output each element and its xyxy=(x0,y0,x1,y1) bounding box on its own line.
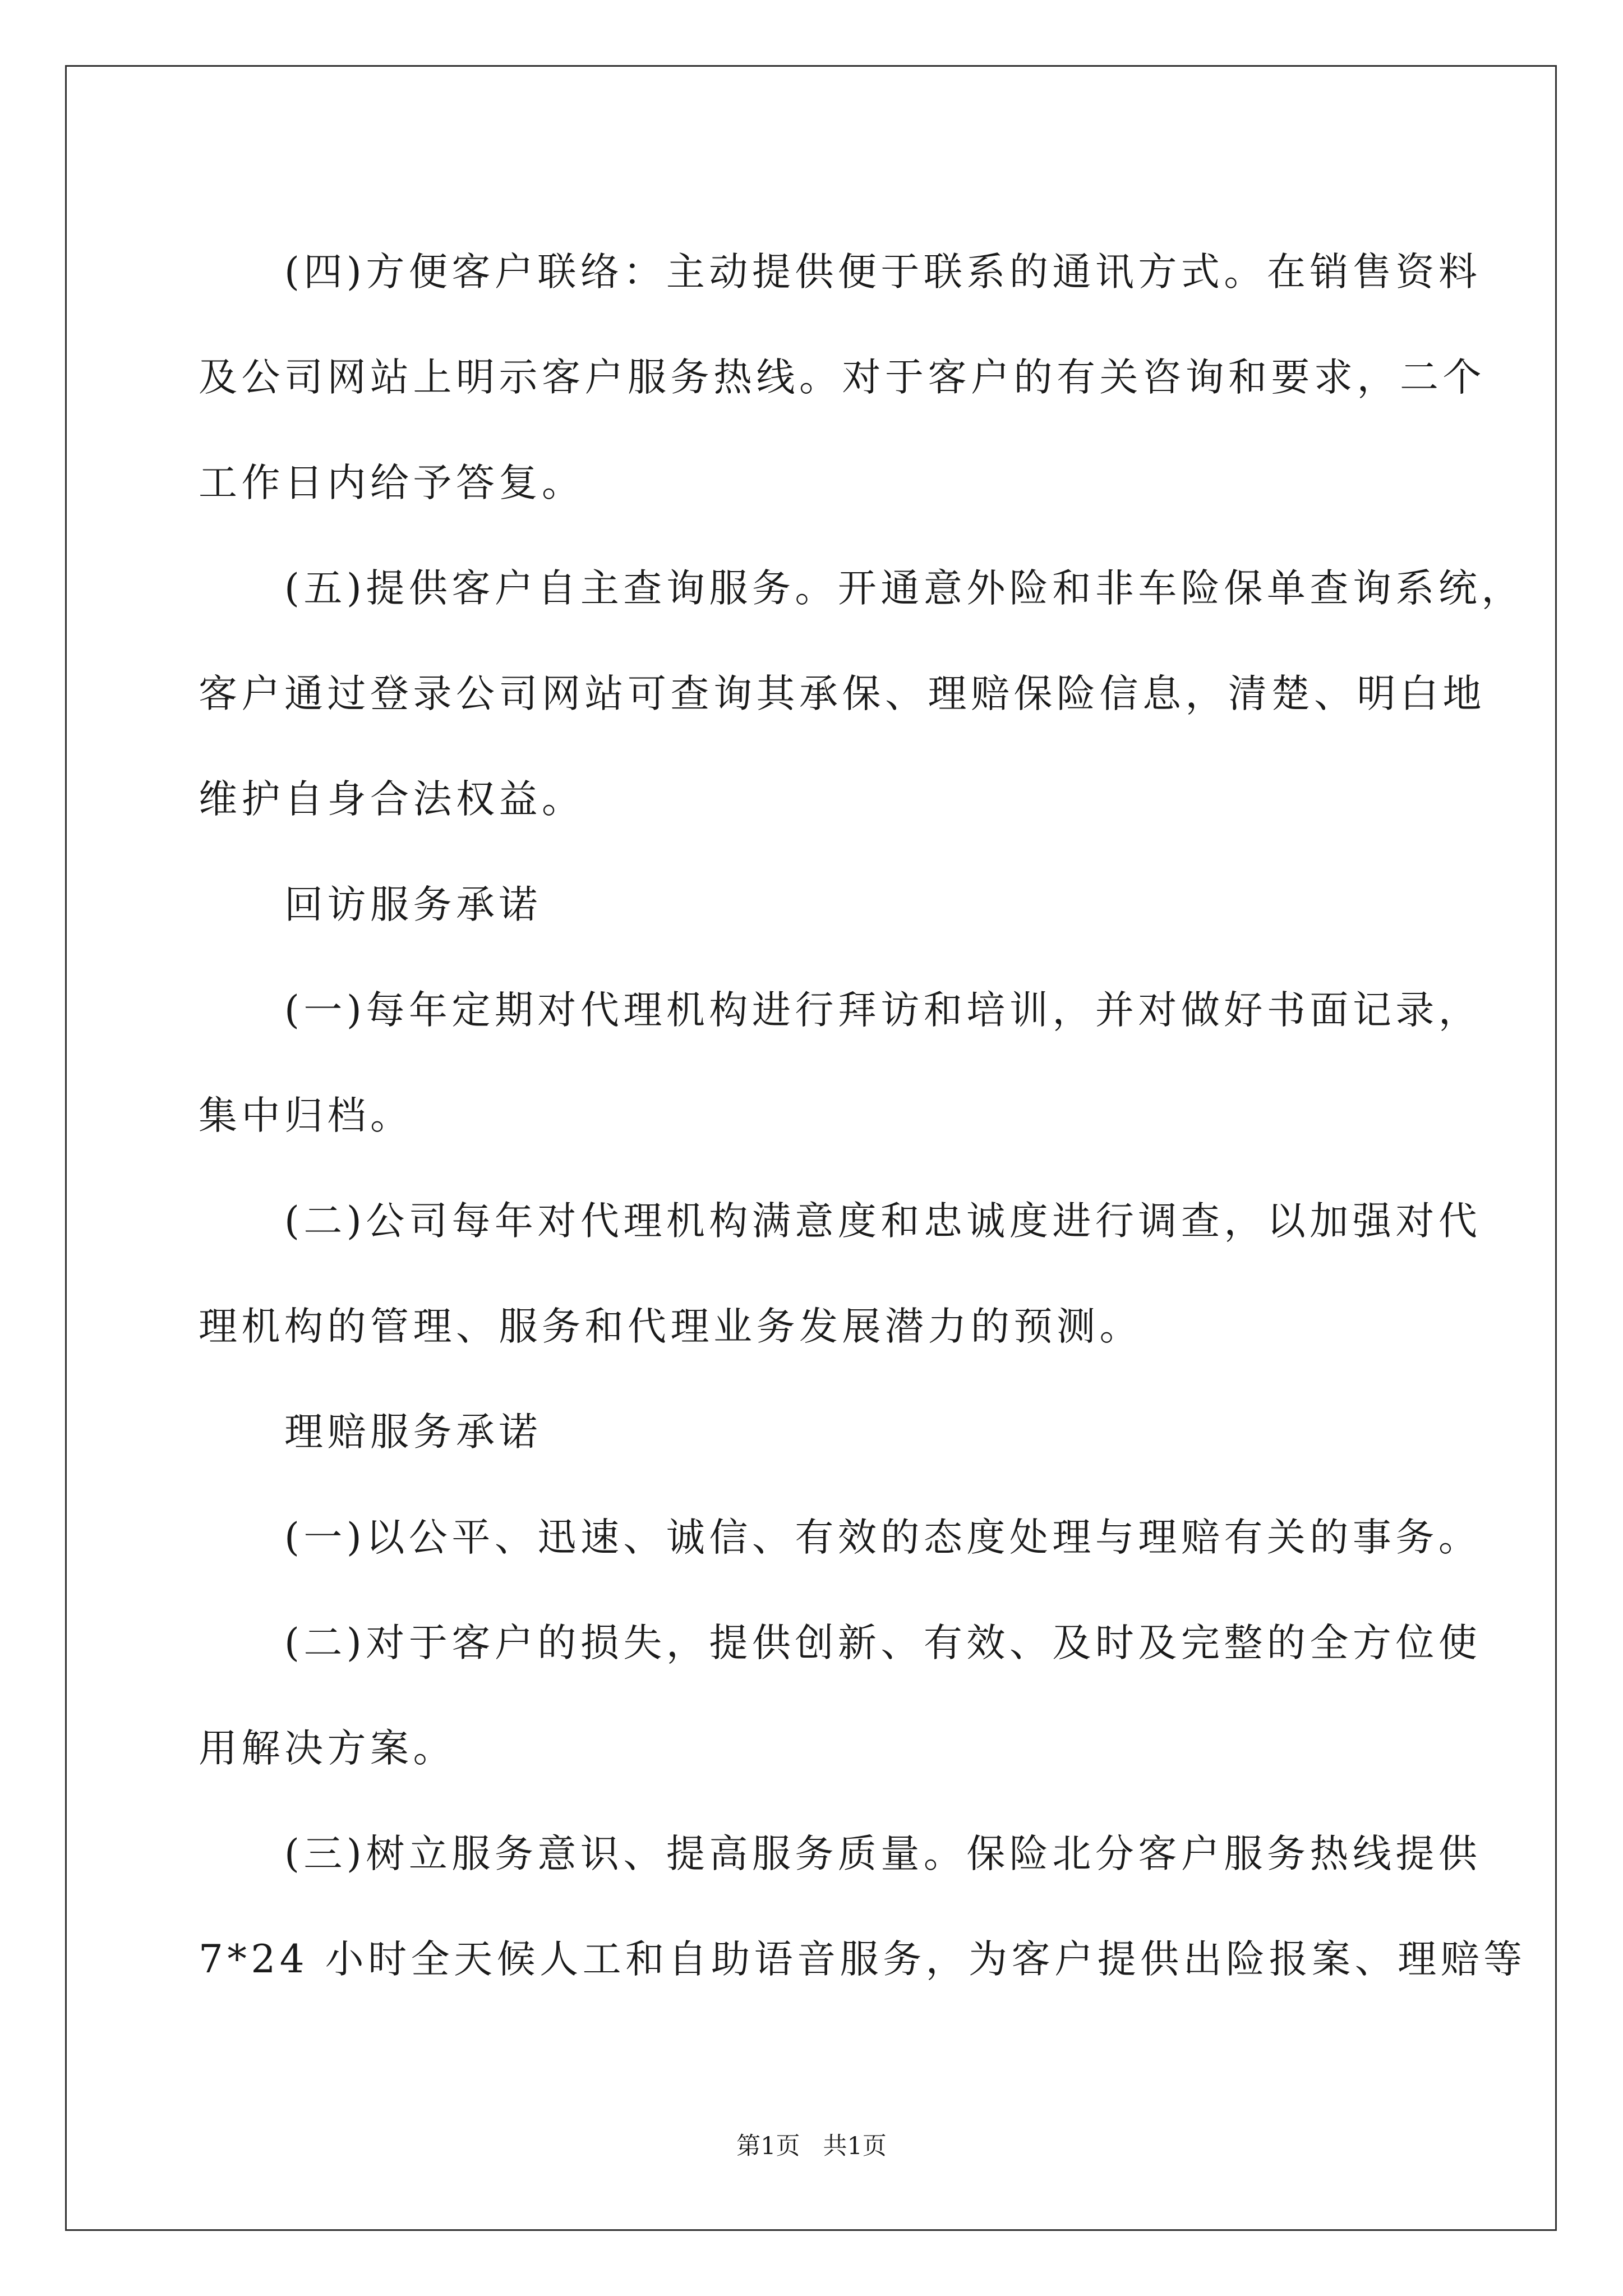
paragraph-self-query xyxy=(199,536,1524,852)
text-line: (二)公司每年对代理机构满意度和忠诚度进行调查，以加强对代 xyxy=(284,1199,1482,1244)
page-number: 第1页 xyxy=(736,2132,800,2160)
paragraph-fair-claims xyxy=(199,1485,1482,1590)
heading-text: 理赔服务承诺 xyxy=(284,1410,542,1455)
text-line: (四)方便客户联络：主动提供便于联系的通讯方式。在销售资料 xyxy=(284,250,1482,295)
text-line: (三)树立服务意识、提高服务质量。保险北分客户服务热线提供 xyxy=(284,1832,1482,1876)
text-line: (五)提供客户自主查询服务。开通意外险和非车险保单查询系统， xyxy=(284,566,1524,611)
text-line: (一)以公平、迅速、诚信、有效的态度处理与理赔有关的事务。 xyxy=(284,1515,1482,1560)
paragraph-satisfaction-survey xyxy=(199,1168,1482,1379)
page-total: 共1页 xyxy=(823,2132,887,2160)
text-line: 维护自身合法权益。 xyxy=(199,777,585,822)
paragraph-annual-visit xyxy=(199,958,1482,1168)
text-line: 7*24 小时全天候人工和自助语音服务，为客户提供出险报案、理赔等 xyxy=(199,1937,1527,1982)
section-heading-claims xyxy=(199,1379,1427,1485)
heading-text: 回访服务承诺 xyxy=(284,882,542,927)
paragraph-service-hotline xyxy=(199,1801,1527,2012)
section-heading-revisit xyxy=(199,852,1427,958)
text-line: (一)每年定期对代理机构进行拜访和培训，并对做好书面记录， xyxy=(284,988,1482,1033)
text-line: 理机构的管理、服务和代理业务发展潜力的预测。 xyxy=(199,1304,1142,1349)
paragraph-loss-solutions xyxy=(199,1590,1482,1801)
text-line: 工作日内给予答复。 xyxy=(199,461,585,505)
text-line: (二)对于客户的损失，提供创新、有效、及时及完整的全方位使 xyxy=(284,1621,1482,1665)
text-line: 集中归档。 xyxy=(199,1093,413,1138)
page-footer xyxy=(0,2127,1623,2161)
text-line: 用解决方案。 xyxy=(199,1726,456,1771)
paragraph-contact xyxy=(199,219,1486,536)
text-line: 及公司网站上明示客户服务热线。对于客户的有关咨询和要求，二个 xyxy=(199,355,1486,400)
text-line: 客户通过登录公司网站可查询其承保、理赔保险信息，清楚、明白地 xyxy=(199,671,1486,716)
document-body xyxy=(199,219,1527,2012)
